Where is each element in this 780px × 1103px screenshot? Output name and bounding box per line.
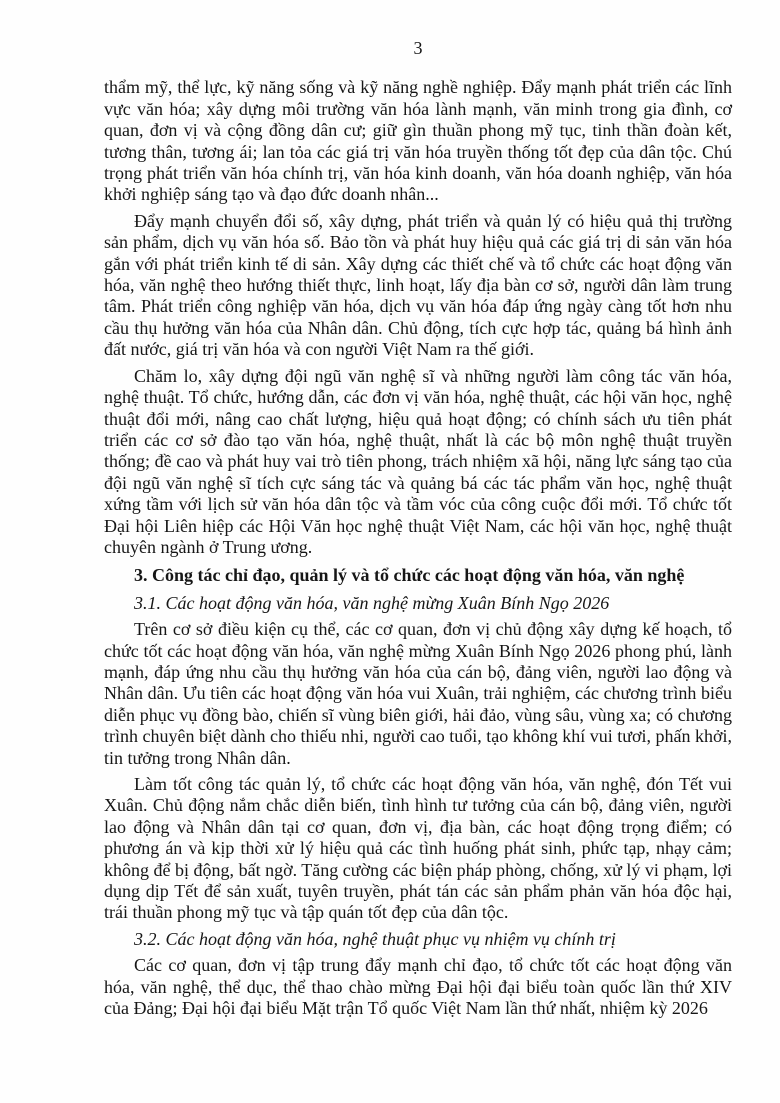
paragraph: Đẩy mạnh chuyển đổi số, xây dựng, phát triển và quản lý có hiệu quả thị trường sản phẩm, dịch vụ văn hóa số. Bảo tồn và phát huy hiệu quả các giá trị di sản văn hóa gắn với phát triển kinh tế di sản. Xây dựng các thiết chế và tổ chức các hoạt động văn hóa, văn nghệ theo hướng thiết thực, linh hoạt, lấy địa bàn cơ sở, người dân làm trung tâm. Phát triển công nghiệp văn hóa, dịch vụ văn hóa đáp ứng ngày càng tốt hơn nhu cầu thụ hưởng văn hóa của Nhân dân. Chủ động, tích cực hợp tác, quảng bá hình ảnh đất nước, giá trị văn hóa và con người Việt Nam ra thế giới. [104, 210, 732, 360]
paragraph: Làm tốt công tác quản lý, tổ chức các hoạt động văn hóa, văn nghệ, đón Tết vui Xuân. Chủ động nắm chắc diễn biến, tình hình tư tưởng của cán bộ, đảng viên, người lao động và Nhân dân tại cơ quan, đơn vị, địa bàn, các hoạt động trọng điểm; có phương án và kịp thời xử lý hiệu quả các tình huống phát sinh, phức tạp, nhạy cảm; không để bị động, bất ngờ. Tăng cường các biện pháp phòng, chống, xử lý vi phạm, lợi dụng dịp Tết để sản xuất, tuyên truyền, phát tán các sản phẩm phản văn hóa độc hại, trái thuần phong mỹ tục và tập quán tốt đẹp của dân tộc. [104, 774, 732, 923]
paragraph-continuation: thẩm mỹ, thể lực, kỹ năng sống và kỹ năng nghề nghiệp. Đẩy mạnh phát triển các lĩnh vực văn hóa; xây dựng môi trường văn hóa lành mạnh, văn minh trong gia đình, cơ quan, đơn vị và cộng đồng dân cư; giữ gìn thuần phong mỹ tục, tinh thần đoàn kết, tương thân, tương ái; lan tỏa các giá trị văn hóa truyền thống tốt đẹp của dân tộc. Chú trọng phát triển văn hóa chính trị, văn hóa kinh doanh, văn hóa doanh nghiệp, văn hóa khởi nghiệp sáng tạo và đạo đức doanh nhân... [104, 77, 732, 205]
paragraph: Chăm lo, xây dựng đội ngũ văn nghệ sĩ và những người làm công tác văn hóa, nghệ thuật. Tổ chức, hướng dẫn, các đơn vị văn hóa, nghệ thuật, các hội văn học, nghệ thuật đổi mới, nâng cao chất lượng, hiệu quả hoạt động; có chính sách ưu tiên phát triển các cơ sở đào tạo văn hóa, nghệ thuật, nhất là các bộ môn nghệ thuật truyền thống; đề cao và phát huy vai trò tiên phong, trách nhiệm xã hội, năng lực sáng tạo của đội ngũ văn nghệ sĩ tích cực sáng tác và quảng bá các tác phẩm văn học, nghệ thuật xứng tầm với lịch sử văn hóa dân tộc và tầm vóc của công cuộc đổi mới. Tổ chức tốt Đại hội Liên hiệp các Hội Văn học nghệ thuật Việt Nam, các hội văn học, nghệ thuật chuyên ngành ở Trung ương. [104, 365, 732, 557]
paragraph: Các cơ quan, đơn vị tập trung đẩy mạnh chỉ đạo, tổ chức tốt các hoạt động văn hóa, văn nghệ, thể dục, thể thao chào mừng Đại hội đại biểu toàn quốc lần thứ XIV của Đảng; Đại hội đại biểu Mặt trận Tổ quốc Việt Nam lần thứ nhất, nhiệm kỳ 2026 [104, 955, 732, 1019]
paragraph: Trên cơ sở điều kiện cụ thể, các cơ quan, đơn vị chủ động xây dựng kế hoạch, tổ chức tốt các hoạt động văn hóa, văn nghệ mừng Xuân Bính Ngọ 2026 phong phú, lành mạnh, đáp ứng nhu cầu thụ hưởng văn hóa của cán bộ, đảng viên, người lao động và Nhân dân. Ưu tiên các hoạt động văn hóa vui Xuân, trải nghiệm, các chương trình biểu diễn phục vụ đồng bào, chiến sĩ vùng biên giới, hải đảo, vùng sâu, vùng xa; có chương trình chuyên biệt dành cho thiếu nhi, người cao tuổi, tạo không khí vui tươi, phấn khởi, tin tưởng trong Nhân dân. [104, 619, 732, 768]
subsection-heading: 3.1. Các hoạt động văn hóa, văn nghệ mừng Xuân Bính Ngọ 2026 [134, 592, 610, 613]
page-number: 3 [413, 38, 423, 58]
section-heading: 3. Công tác chỉ đạo, quản lý và tổ chức các hoạt động văn hóa, văn nghệ [134, 565, 685, 586]
subsection-heading: 3.2. Các hoạt động văn hóa, nghệ thuật phục vụ nhiệm vụ chính trị [134, 928, 616, 949]
